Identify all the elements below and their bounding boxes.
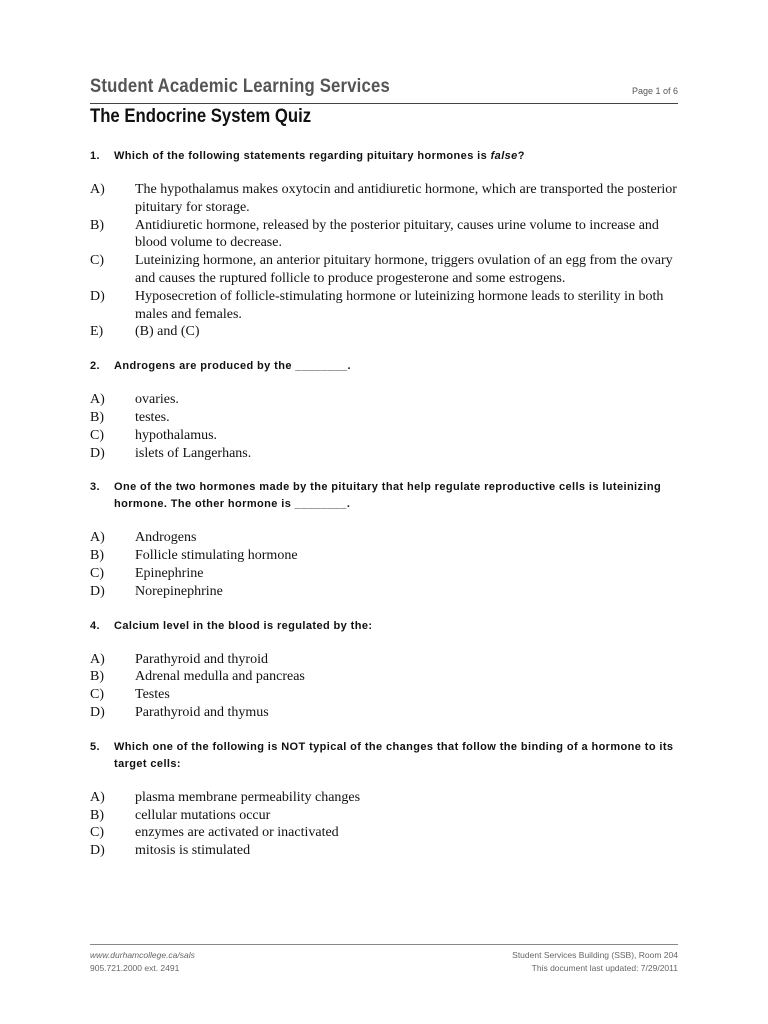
answer-option [90, 427, 680, 445]
answer-text: Testes [135, 687, 170, 703]
answer-text: Adrenal medulla and pancreas [135, 669, 305, 685]
answer-letter: D) [90, 843, 105, 859]
answer-list [90, 181, 680, 341]
answer-option [90, 583, 680, 601]
answer-letter: A) [90, 182, 105, 197]
footer-divider [90, 944, 678, 945]
answer-letter: E) [90, 324, 104, 340]
answer-text: Follicle stimulating hormone [135, 548, 298, 564]
answer-letter: B) [90, 669, 104, 685]
answer-text: Hyposecretion of follicle-stimulating hormone or luteinizing hormone leads to sterility in both males and females. [135, 288, 664, 322]
answer-text: hypothalamus. [135, 427, 218, 443]
question-2 [90, 358, 680, 462]
answer-option [90, 668, 680, 686]
answer-letter: B) [90, 409, 104, 425]
answer-text: (B) and (C) [135, 324, 200, 340]
answer-text: Antidiuretic hormone, released by the posterior pituitary, causes urine volume to increase and blood volume to decrease. [135, 217, 659, 251]
answer-text: Epinephrine [135, 565, 204, 581]
question-5 [90, 739, 680, 860]
answer-option [90, 824, 680, 842]
question-text: 2. Androgens are produced by the ________. [90, 358, 680, 375]
question-text: 3. One of the two hormones made by the pituitary that help regulate reproductive cells is luteinizing hormone. The other hormone is ________. [90, 481, 662, 511]
answer-list [90, 391, 680, 462]
answer-text: The hypothalamus makes oxytocin and antidiuretic hormone, which are transported the posterior pituitary for storage. [135, 182, 677, 215]
answer-option [90, 445, 680, 463]
answer-option [90, 391, 680, 409]
question-number: 1. [90, 150, 100, 162]
answer-text: cellular mutations occur [135, 807, 271, 823]
answer-option [90, 842, 680, 860]
footer-phone: 905.721.2000 ext. 2491 [90, 963, 180, 973]
question-number: 4. [90, 619, 100, 632]
answer-letter: A) [90, 392, 105, 408]
answer-list [90, 651, 680, 722]
answer-text: plasma membrane permeability changes [135, 789, 361, 805]
answer-letter: A) [90, 530, 105, 546]
answer-text: islets of Langerhans. [135, 445, 252, 461]
question-1 [90, 148, 680, 341]
question-3 [90, 479, 680, 600]
answer-letter: D) [90, 288, 105, 304]
answer-letter: D) [90, 445, 105, 461]
question-4 [90, 618, 680, 722]
answer-letter: C) [90, 253, 104, 269]
answer-option [90, 651, 680, 669]
answer-letter: A) [90, 789, 105, 805]
answer-option [90, 686, 680, 704]
question-text: 4. Calcium level in the blood is regulated by the: [90, 618, 680, 635]
answer-letter: C) [90, 565, 104, 581]
question-number: 2. [90, 360, 100, 373]
footer-location: Student Services Building (SSB), Room 204 [512, 950, 678, 960]
answer-option [90, 789, 680, 807]
answer-option [90, 704, 680, 722]
answer-option [90, 181, 680, 217]
answer-text: Parathyroid and thyroid [135, 651, 268, 667]
answer-letter: C) [90, 825, 104, 841]
question-number: 3. [90, 481, 100, 494]
answer-option [90, 565, 680, 583]
page-number: Page 1 of 6 [631, 86, 678, 96]
question-number: 5. [90, 740, 100, 753]
document-title: The Endocrine System Quiz [90, 106, 312, 127]
header-divider [90, 103, 678, 104]
answer-letter: D) [90, 583, 105, 599]
answer-text: enzymes are activated or inactivated [135, 825, 339, 841]
question-text: 5. Which one of the following is NOT typical of the changes that follow the binding of a hormone to its target cells: [90, 740, 674, 770]
answer-text: testes. [135, 409, 170, 425]
answer-text: Luteinizing hormone, an anterior pituitary hormone, triggers ovulation of an egg from the ovary and causes the ruptured follicle to produce progesterone and some estrogens. [135, 253, 673, 286]
emphasis-false: false [490, 150, 518, 162]
answer-text: Norepinephrine [135, 583, 223, 599]
footer-website: www.durhamcollege.ca/sals [90, 950, 195, 960]
answer-text: Parathyroid and thymus [135, 704, 269, 720]
answer-option [90, 217, 680, 253]
answer-letter: B) [90, 807, 104, 823]
answer-letter: B) [90, 217, 104, 233]
answer-letter: B) [90, 548, 104, 564]
answer-option [90, 288, 680, 324]
answer-option [90, 409, 680, 427]
answer-list [90, 529, 680, 600]
answer-option [90, 547, 680, 565]
footer-updated: This document last updated: 7/29/2011 [531, 963, 678, 973]
header-organization: Student Academic Learning Services [90, 76, 390, 97]
answer-option [90, 252, 680, 288]
answer-text: Androgens [135, 530, 197, 546]
answer-letter: C) [90, 687, 104, 703]
answer-option [90, 323, 680, 341]
answer-text: mitosis is stimulated [135, 843, 251, 859]
answer-letter: C) [90, 427, 104, 443]
answer-option [90, 529, 680, 547]
answer-option [90, 807, 680, 825]
answer-text: ovaries. [135, 392, 179, 408]
answer-letter: A) [90, 651, 105, 667]
footer-info [512, 949, 678, 975]
question-text: 1. Which of the following statements regarding pituitary hormones is false? [90, 148, 680, 165]
quiz-content [90, 148, 680, 860]
footer-contact [90, 949, 195, 975]
answer-letter: D) [90, 704, 105, 720]
answer-list [90, 789, 680, 860]
